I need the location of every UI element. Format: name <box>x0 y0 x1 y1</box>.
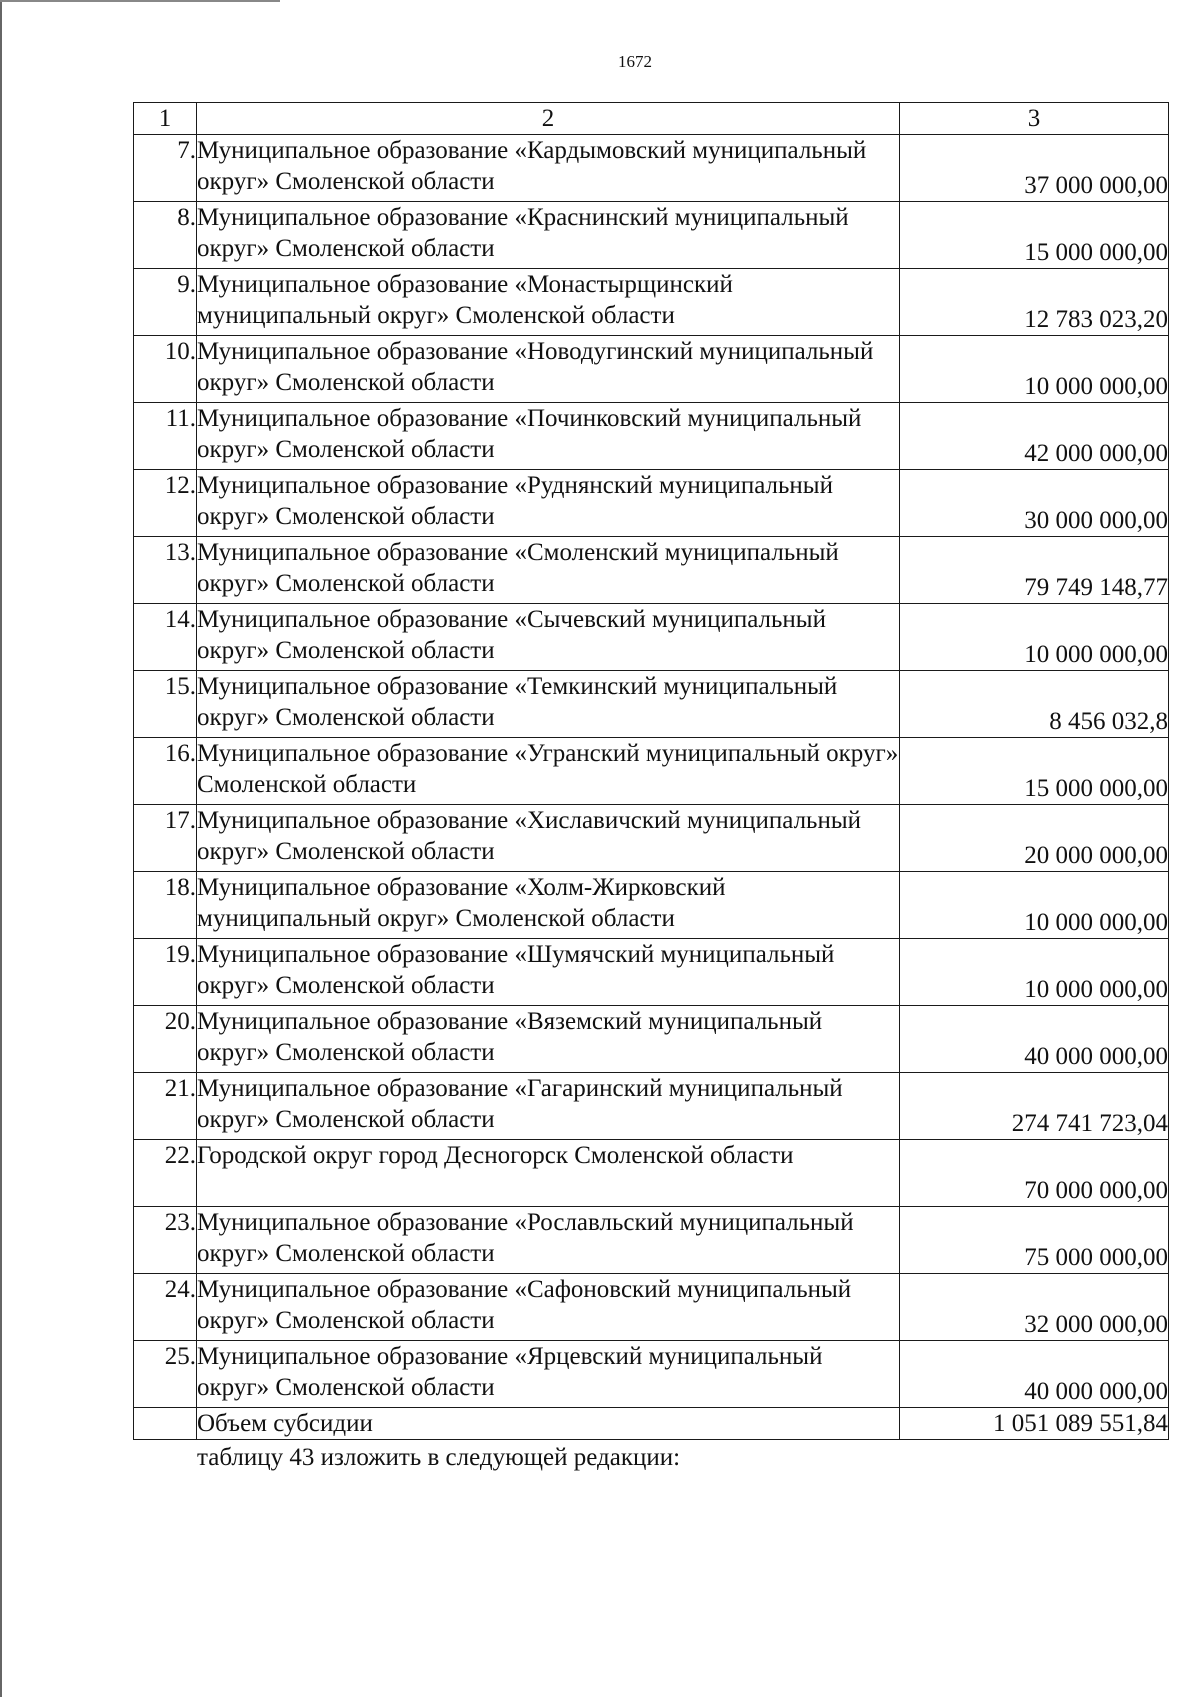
row-number: 12. <box>134 470 197 537</box>
table-row <box>134 805 1169 872</box>
column-header-3: 3 <box>900 103 1169 135</box>
row-number: 20. <box>134 1006 197 1073</box>
row-name: Муниципальное образование «Темкинский муниципальный округ» Смоленской области <box>197 671 900 738</box>
table-row <box>134 336 1169 403</box>
row-number: 15. <box>134 671 197 738</box>
table-row <box>134 1274 1169 1341</box>
subsidy-table <box>133 102 1169 1440</box>
row-amount: 10 000 000,00 <box>900 939 1169 1006</box>
row-amount: 10 000 000,00 <box>900 336 1169 403</box>
row-number: 13. <box>134 537 197 604</box>
row-amount: 10 000 000,00 <box>900 872 1169 939</box>
row-name: Муниципальное образование «Рославльский муниципальный округ» Смоленской области <box>197 1207 900 1274</box>
row-amount: 37 000 000,00 <box>900 135 1169 202</box>
row-name: Муниципальное образование «Угранский муниципальный округ» Смоленской области <box>197 738 900 805</box>
row-number: 10. <box>134 336 197 403</box>
column-header-1: 1 <box>134 103 197 135</box>
table-row <box>134 135 1169 202</box>
footer-text: таблицу 43 изложить в следующей редакции: <box>197 1444 681 1471</box>
row-number: 16. <box>134 738 197 805</box>
row-name: Муниципальное образование «Смоленский муниципальный округ» Смоленской области <box>197 537 900 604</box>
table-row <box>134 403 1169 470</box>
table-row <box>134 1140 1169 1207</box>
row-amount: 8 456 032,8 <box>900 671 1169 738</box>
table-row <box>134 1073 1169 1140</box>
table-row <box>134 1207 1169 1274</box>
row-number: 19. <box>134 939 197 1006</box>
table-row <box>134 671 1169 738</box>
row-name: Муниципальное образование «Новодугинский муниципальный округ» Смоленской области <box>197 336 900 403</box>
row-amount: 274 741 723,04 <box>900 1073 1169 1140</box>
row-name: Муниципальное образование «Сычевский муниципальный округ» Смоленской области <box>197 604 900 671</box>
row-number: 23. <box>134 1207 197 1274</box>
row-amount: 40 000 000,00 <box>900 1006 1169 1073</box>
row-name: Муниципальное образование «Руднянский муниципальный округ» Смоленской области <box>197 470 900 537</box>
column-header-2: 2 <box>197 103 900 135</box>
row-amount: 30 000 000,00 <box>900 470 1169 537</box>
table-row <box>134 604 1169 671</box>
total-label: Объем субсидии <box>197 1408 900 1440</box>
row-name: Муниципальное образование «Холм-Жирковский муниципальный округ» Смоленской области <box>197 872 900 939</box>
table-row <box>134 537 1169 604</box>
row-name: Муниципальное образование «Ярцевский муниципальный округ» Смоленской области <box>197 1341 900 1408</box>
row-name: Муниципальное образование «Монастырщинский муниципальный округ» Смоленской области <box>197 269 900 336</box>
page-number: 1672 <box>618 52 652 71</box>
table-row <box>134 470 1169 537</box>
row-amount: 42 000 000,00 <box>900 403 1169 470</box>
row-number: 24. <box>134 1274 197 1341</box>
table-row <box>134 269 1169 336</box>
table-row <box>134 1006 1169 1073</box>
table-row <box>134 738 1169 805</box>
row-amount: 70 000 000,00 <box>900 1140 1169 1207</box>
row-name: Муниципальное образование «Починковский муниципальный округ» Смоленской области <box>197 403 900 470</box>
total-empty-cell <box>134 1408 197 1440</box>
row-amount: 12 783 023,20 <box>900 269 1169 336</box>
row-amount: 15 000 000,00 <box>900 738 1169 805</box>
table-row <box>134 872 1169 939</box>
total-amount: 1 051 089 551,84 <box>900 1408 1169 1440</box>
row-name: Муниципальное образование «Краснинский муниципальный округ» Смоленской области <box>197 202 900 269</box>
row-name: Городской округ город Десногорск Смоленской области <box>197 1140 900 1207</box>
row-number: 18. <box>134 872 197 939</box>
row-number: 7. <box>134 135 197 202</box>
table-row <box>134 202 1169 269</box>
scan-edge-top <box>0 0 280 2</box>
row-amount: 32 000 000,00 <box>900 1274 1169 1341</box>
row-number: 14. <box>134 604 197 671</box>
row-number: 21. <box>134 1073 197 1140</box>
row-amount: 79 749 148,77 <box>900 537 1169 604</box>
row-name: Муниципальное образование «Вяземский муниципальный округ» Смоленской области <box>197 1006 900 1073</box>
row-number: 11. <box>134 403 197 470</box>
row-name: Муниципальное образование «Сафоновский муниципальный округ» Смоленской области <box>197 1274 900 1341</box>
row-amount: 40 000 000,00 <box>900 1341 1169 1408</box>
scan-edge-left <box>0 0 2 1697</box>
row-name: Муниципальное образование «Хиславичский муниципальный округ» Смоленской области <box>197 805 900 872</box>
table-row <box>134 939 1169 1006</box>
row-amount: 15 000 000,00 <box>900 202 1169 269</box>
row-amount: 20 000 000,00 <box>900 805 1169 872</box>
row-number: 17. <box>134 805 197 872</box>
row-number: 22. <box>134 1140 197 1207</box>
table-row <box>134 1341 1169 1408</box>
row-name: Муниципальное образование «Гагаринский муниципальный округ» Смоленской области <box>197 1073 900 1140</box>
row-amount: 75 000 000,00 <box>900 1207 1169 1274</box>
row-number: 8. <box>134 202 197 269</box>
table-header-row <box>134 103 1169 135</box>
row-number: 9. <box>134 269 197 336</box>
row-amount: 10 000 000,00 <box>900 604 1169 671</box>
total-row <box>134 1408 1169 1440</box>
row-name: Муниципальное образование «Кардымовский муниципальный округ» Смоленской области <box>197 135 900 202</box>
row-number: 25. <box>134 1341 197 1408</box>
row-name: Муниципальное образование «Шумячский муниципальный округ» Смоленской области <box>197 939 900 1006</box>
